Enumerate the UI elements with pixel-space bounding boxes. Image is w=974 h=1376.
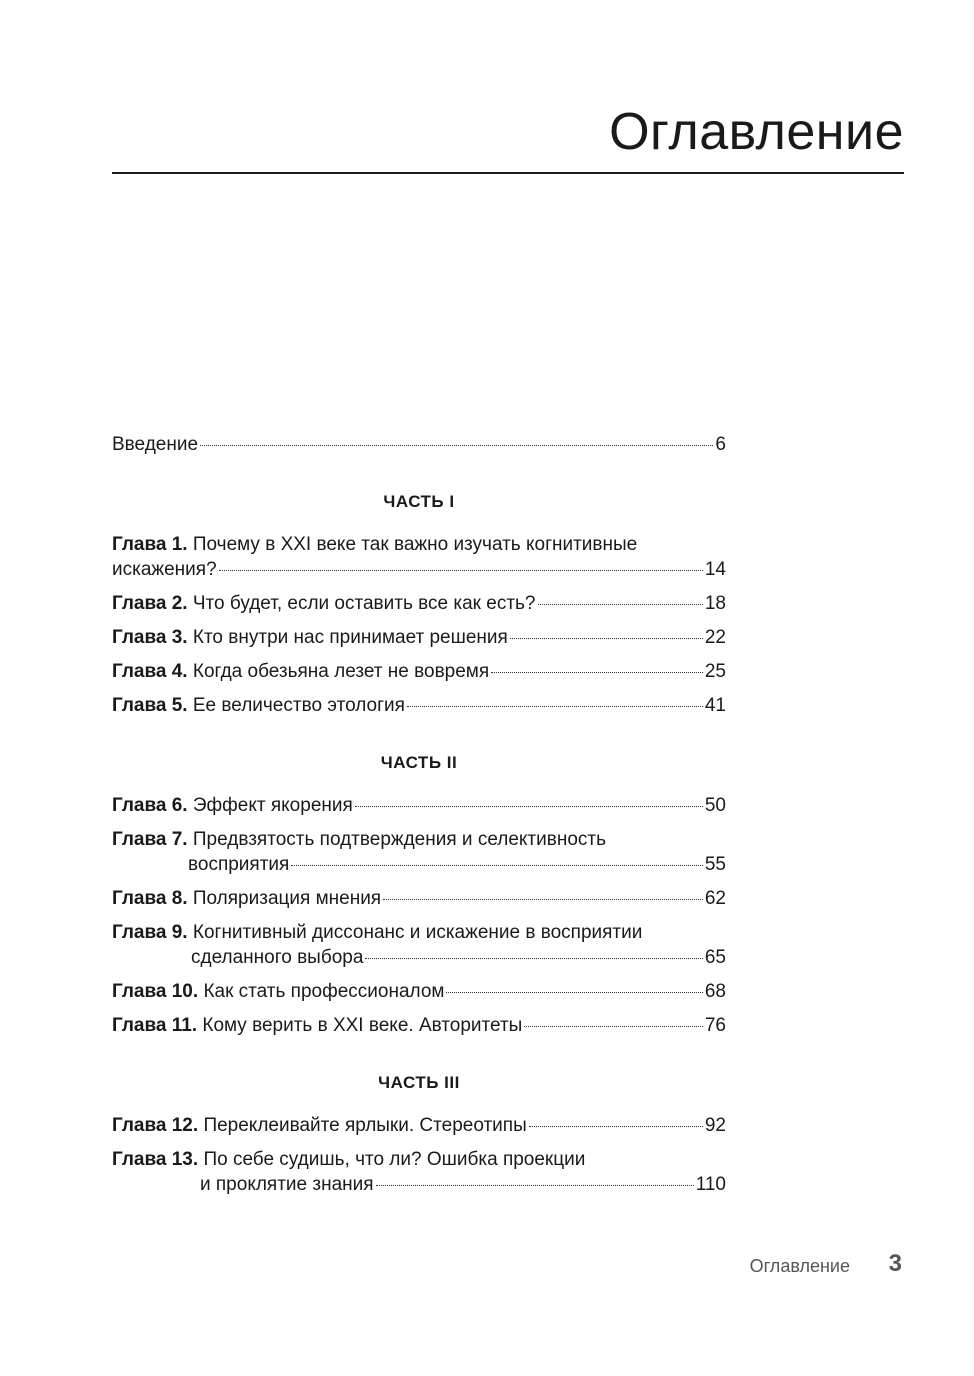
page-title: Оглавление xyxy=(609,103,904,161)
toc-entry-title: Почему в XXI веке так важно изучать когнитивные xyxy=(192,534,638,555)
toc-page-number: 55 xyxy=(704,854,726,875)
dot-leader xyxy=(355,805,703,807)
dot-leader xyxy=(200,444,713,446)
dot-leader xyxy=(524,1025,703,1027)
toc-entry-title: Переклеивайте ярлыки. Стереотипы xyxy=(203,1115,527,1136)
chapter-number: Глава 3. xyxy=(112,627,188,648)
toc-entry-title: Что будет, если оставить все как есть? xyxy=(192,593,536,614)
dot-leader xyxy=(365,957,702,959)
chapter-number: Глава 13. xyxy=(112,1149,199,1170)
toc-entry-title: По себе судишь, что ли? Ошибка проекции xyxy=(203,1149,586,1170)
dot-leader xyxy=(219,569,703,571)
toc-page-number: 92 xyxy=(704,1115,726,1136)
toc-page-number: 25 xyxy=(704,661,726,682)
toc-entry-title-continued: сделанного выбора xyxy=(191,947,364,968)
chapter-number: Глава 11. xyxy=(112,1015,198,1036)
chapter-number: Глава 12. xyxy=(112,1115,199,1136)
toc-page-number: 18 xyxy=(704,593,726,614)
dot-leader xyxy=(538,603,703,605)
dot-leader xyxy=(383,898,703,900)
page-number: 3 xyxy=(888,1250,902,1277)
dot-leader xyxy=(529,1125,703,1127)
dot-leader xyxy=(376,1184,694,1186)
title-rule xyxy=(112,172,904,174)
dot-leader xyxy=(491,671,703,673)
toc-page-number: 62 xyxy=(704,888,726,909)
toc-entry-chapter-1[interactable] xyxy=(112,532,726,582)
toc-entry-title: Эффект якорения xyxy=(192,795,353,816)
toc-entry-title-continued: искажения? xyxy=(112,559,217,580)
toc-entry-title: Кому верить в XXI веке. Авторитеты xyxy=(202,1015,523,1036)
dot-leader xyxy=(407,705,703,707)
chapter-number: Глава 1. xyxy=(112,534,188,555)
toc-entry-chapter-6[interactable] xyxy=(112,793,726,818)
chapter-number: Глава 7. xyxy=(112,829,188,850)
toc-page-number: 14 xyxy=(704,559,726,580)
toc-entry-intro[interactable] xyxy=(112,432,726,457)
toc-entry-title: Когда обезьяна лезет не вовремя xyxy=(192,661,490,682)
toc-entry-chapter-2[interactable] xyxy=(112,591,726,616)
toc-entry-title: Ее величество этология xyxy=(192,695,405,716)
chapter-number: Глава 5. xyxy=(112,695,188,716)
toc-entry-chapter-4[interactable] xyxy=(112,659,726,684)
toc-entry-chapter-11[interactable] xyxy=(112,1013,726,1038)
toc-entry-title: Как стать профессионалом xyxy=(203,981,445,1002)
table-of-contents xyxy=(112,432,726,1206)
toc-entry-title: Кто внутри нас принимает решения xyxy=(192,627,508,648)
chapter-number: Глава 9. xyxy=(112,922,188,943)
toc-page-number: 68 xyxy=(704,981,726,1002)
toc-entry-title: Предвзятость подтверждения и селективность xyxy=(192,829,607,850)
toc-entry-chapter-5[interactable] xyxy=(112,693,726,718)
part-heading: ЧАСТЬ III xyxy=(378,1073,460,1092)
chapter-number: Глава 4. xyxy=(112,661,188,682)
part-heading: ЧАСТЬ I xyxy=(383,492,455,511)
toc-page-number: 41 xyxy=(704,695,726,716)
toc-entry-title: Введение xyxy=(112,434,199,455)
dot-leader xyxy=(510,637,703,639)
chapter-number: Глава 6. xyxy=(112,795,188,816)
chapter-number: Глава 2. xyxy=(112,593,188,614)
toc-entry-chapter-8[interactable] xyxy=(112,886,726,911)
toc-entry-chapter-13[interactable] xyxy=(112,1147,726,1197)
running-footer-section: Оглавление xyxy=(749,1256,850,1276)
toc-page-number: 50 xyxy=(704,795,726,816)
toc-entry-chapter-7[interactable] xyxy=(112,827,726,877)
toc-entry-title-continued: восприятия xyxy=(188,854,290,875)
dot-leader xyxy=(446,991,702,993)
part-heading: ЧАСТЬ II xyxy=(380,753,458,772)
dot-leader xyxy=(291,864,703,866)
toc-entry-title: Когнитивный диссонанс и искажение в восприятии xyxy=(192,922,643,943)
toc-entry-chapter-12[interactable] xyxy=(112,1113,726,1138)
toc-page-number: 22 xyxy=(704,627,726,648)
toc-entry-title-continued: и проклятие знания xyxy=(200,1174,374,1195)
chapter-number: Глава 8. xyxy=(112,888,188,909)
toc-entry-title: Поляризация мнения xyxy=(192,888,382,909)
toc-page-number: 110 xyxy=(695,1174,726,1195)
toc-entry-chapter-9[interactable] xyxy=(112,920,726,970)
chapter-number: Глава 10. xyxy=(112,981,199,1002)
toc-entry-chapter-3[interactable] xyxy=(112,625,726,650)
toc-page-number: 6 xyxy=(715,434,726,455)
toc-page-number: 65 xyxy=(704,947,726,968)
toc-entry-chapter-10[interactable] xyxy=(112,979,726,1004)
toc-page-number: 76 xyxy=(704,1015,726,1036)
